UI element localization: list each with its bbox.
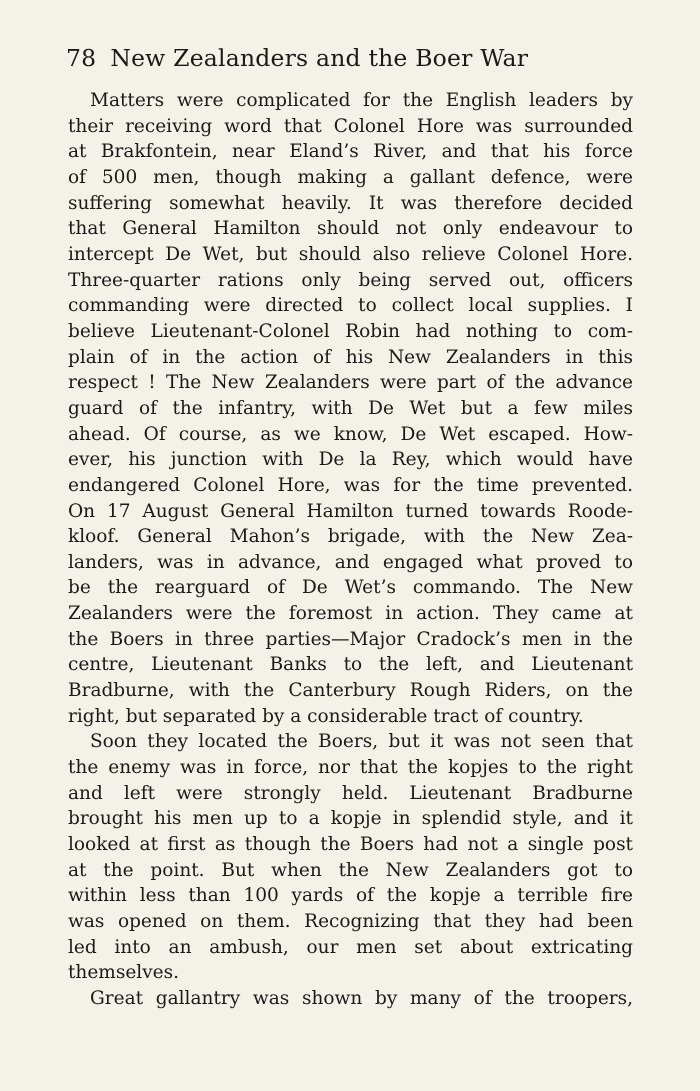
text-line: be the rearguard of De Wet’s commando. The New [68,577,633,599]
text-line: Matters were complicated for the English leaders by [90,90,633,111]
text-line: kloof. General Mahon’s brigade, with the New Zea- [68,526,633,548]
text-line: at the point. But when the New Zealanders got to [68,859,633,881]
text-line: that General Hamilton should not only endeavour to [68,218,633,240]
text-line: suffering somewhat heavily. It was therefore decided [68,192,633,214]
text-line: Bradburne, with the Canterbury Rough Riders, on the [68,680,633,702]
text-line: the Boers in three parties—Major Cradock’s men in the [68,628,633,650]
text-line: their receiving word that Colonel Hore was surrounded [68,115,633,137]
text-line: of 500 men, though making a gallant defence, were [68,166,633,188]
text-line: Zealanders were the foremost in action. They came at [68,603,633,625]
text-line: believe Lieutenant-Colonel Robin had nothing to com- [68,320,633,342]
text-line: commanding were directed to collect local supplies. I [68,295,633,317]
text-line: looked at first as though the Boers had not a single post [68,834,633,856]
text-line: was opened on them. Recognizing that they had been [68,911,633,932]
text-line: Three-quarter rations only being served out, officers [68,269,633,291]
text-line: led into an ambush, our men set about extricating [68,936,633,958]
running-header [66,44,636,80]
text-line: ahead. Of course, as we know, De Wet escaped. How- [68,423,633,445]
text-line: at Brakfontein, near Eland’s River, and that his force [68,141,633,163]
text-line: the enemy was in force, nor that the kopjes to the right [68,757,633,779]
text-line: intercept De Wet, but should also relieve Colonel Hore. [68,243,633,265]
text-line: themselves. [68,962,179,984]
text-line: landers, was in advance, and engaged what proved to [68,551,633,573]
text-line: Great gallantry was shown by many of the troopers, [90,987,633,1009]
text-line: brought his men up to a kopje in splendid style, and it [68,808,633,830]
text-line: centre, Lieutenant Banks to the left, and Lieutenant [68,654,633,676]
page-number: 78 [66,44,97,72]
text-line: right, but separated by a considerable tract of country. [68,705,584,727]
running-title: New Zealanders and the Boer War [110,44,529,72]
body-text [68,88,633,1012]
text-line: within less than 100 yards of the kopje a terrible fire [68,885,633,907]
text-line: On 17 August General Hamilton turned towards Roode- [68,500,633,522]
text-line: Soon they located the Boers, but it was not seen that [90,731,633,753]
text-line: endangered Colonel Hore, was for the time prevented. [68,474,633,496]
text-line: plain of in the action of his New Zealanders in this [68,346,633,368]
text-line: respect ! The New Zealanders were part of the advance [68,372,633,394]
text-line: and left were strongly held. Lieutenant Bradburne [68,782,633,804]
text-line: guard of the infantry, with De Wet but a few miles [68,397,633,419]
text-line: ever, his junction with De la Rey, which would have [68,449,633,471]
